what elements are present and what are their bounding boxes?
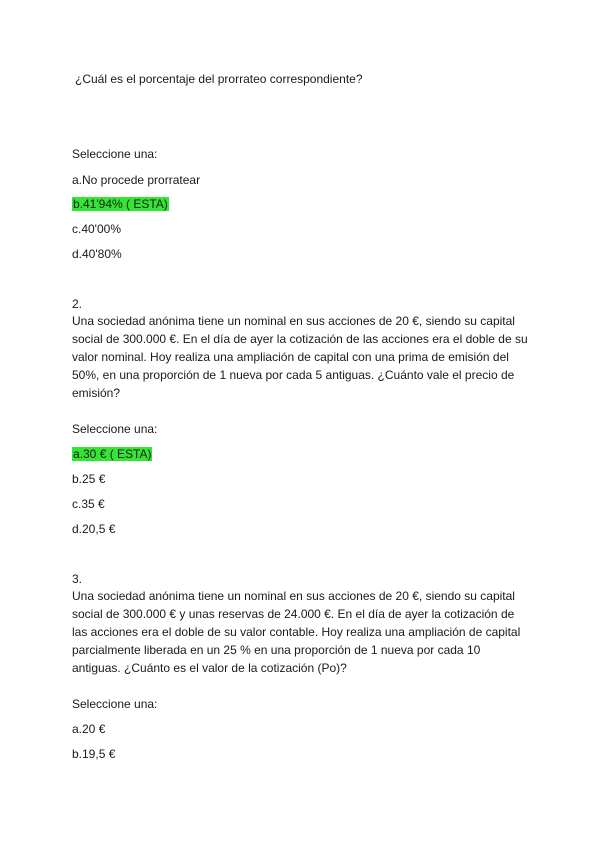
answer-highlight: b.41'94% ( ESTA) (73, 197, 168, 211)
option-b[interactable]: b.19,5 € (72, 747, 116, 761)
option-b[interactable]: b.25 € (72, 472, 106, 486)
question-3-text: Una sociedad anónima tiene un nominal en sus acciones de 20 €, siendo su capital social de 300.000 € y unas reservas de 24.000 €. En el día de ayer la cotización de las acciones era el doble de su valor contable. Hoy realiza una ampliación de capital parcialmente liberada en un 25 % en una proporción de 1 nueva por cada 10 antiguas. ¿Cuánto es el valor de la cotización (Po)? (72, 589, 521, 675)
option-c[interactable]: c.35 € (72, 497, 105, 511)
option-a[interactable]: a.20 € (72, 722, 106, 736)
question-1-text: ¿Cuál es el porcentaje del prorrateo correspondiente? (75, 72, 363, 86)
select-label: Seleccione una: (72, 697, 158, 711)
question-2-text: Una sociedad anónima tiene un nominal en sus acciones de 20 €, siendo su capital social de 300.000 €. En el día de ayer la cotización de las acciones era el doble de su valor nominal. Hoy realiza una ampliación de capital con una prima de emisión del 50%, en una proporción de 1 nueva por cada 5 antiguas. ¿Cuánto vale el precio de emisión? (72, 314, 528, 400)
option-d[interactable]: d.40'80% (72, 247, 122, 261)
option-a-correct[interactable] (72, 447, 152, 461)
answer-highlight: a.30 € ( ESTA) (73, 447, 152, 461)
option-a[interactable]: a.No procede prorratear (72, 173, 201, 187)
question-number: 3. (72, 572, 83, 586)
option-c[interactable]: c.40'00% (72, 222, 121, 236)
question-number: 2. (72, 297, 83, 311)
option-d[interactable]: d.20,5 € (72, 522, 116, 536)
select-label: Seleccione una: (72, 422, 158, 436)
select-label: Seleccione una: (72, 147, 158, 161)
option-b-correct[interactable] (72, 197, 169, 211)
